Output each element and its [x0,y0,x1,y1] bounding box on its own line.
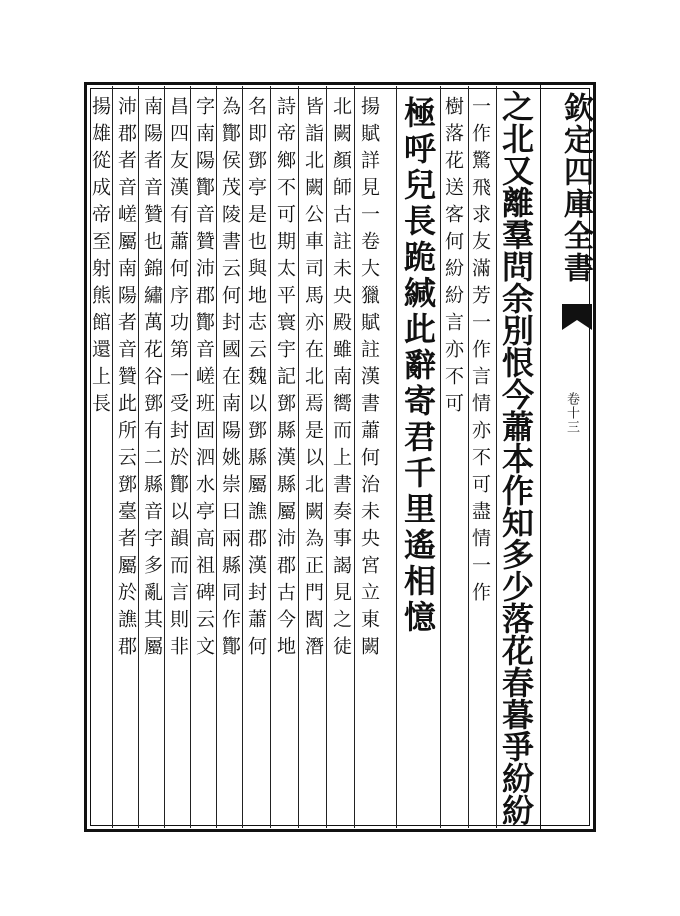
column-rule [326,86,327,828]
note-column-10: 為酇侯茂陵書云何封國在南陽姚崇曰兩縣同作酇 [219,96,241,663]
column-rule [396,86,397,828]
note-column-11: 字南陽酇音贊沛郡酇音嵯班固泗水亭高祖碑云文 [193,96,215,663]
column-rule [270,86,271,828]
column-rule [440,86,441,828]
note-column-7: 皆詣北闕公車司馬亦在北焉是以北闕為正門閻潛 [302,96,324,663]
fishtail-mark-icon [562,304,592,330]
note-column-2: 一作驚飛求友滿芳一作言情亦不可盡情一作 [469,96,491,609]
margin-volume-number: 卷十三 [564,392,579,434]
text-column-1: 之北又離羣問余別恨今蕭本作知多少落花春暮爭紛紛 [497,90,535,826]
note-column-14: 沛郡者音嵯屬南陽者音贊此所云鄧臺者屬於譙郡 [115,96,137,663]
note-column-13: 南陽者音贊也錦繡萬花谷鄧有二縣音字多亂其屬 [141,96,163,663]
text-column-4: 極呼兒長跪緘此辭寄君千里遙相憶 [399,96,437,636]
note-column-3: 樹落花送客何紛紛言亦不可 [442,96,464,420]
column-rule [190,86,191,828]
column-rule [112,86,113,828]
column-rule [298,86,299,828]
column-rule [242,86,243,828]
column-rule [354,86,355,828]
column-rule [216,86,217,828]
note-column-8: 詩帝鄉不可期太平寰宇記鄧縣漢縣屬沛郡古今地 [274,96,296,663]
note-column-6: 北闕顏師古註未央殿雖南嚮而上書奏事謁見之徒 [330,96,352,663]
note-column-9: 名即鄧亭是也與地志云魏以鄧縣屬譙郡漢封蕭何 [245,96,267,663]
note-column-5: 揚賦詳見一卷大獵賦註漢書蕭何治未央宮立東闕 [358,96,380,663]
column-rule [138,86,139,828]
column-rule [164,86,165,828]
note-column-15: 揚雄從成帝至射熊館還上長 [89,96,111,420]
note-column-12: 昌四友漢有蕭何序功第一受封於酇以韻而言則非 [167,96,189,663]
margin-book-title: 欽定四庫全書 [558,92,593,284]
